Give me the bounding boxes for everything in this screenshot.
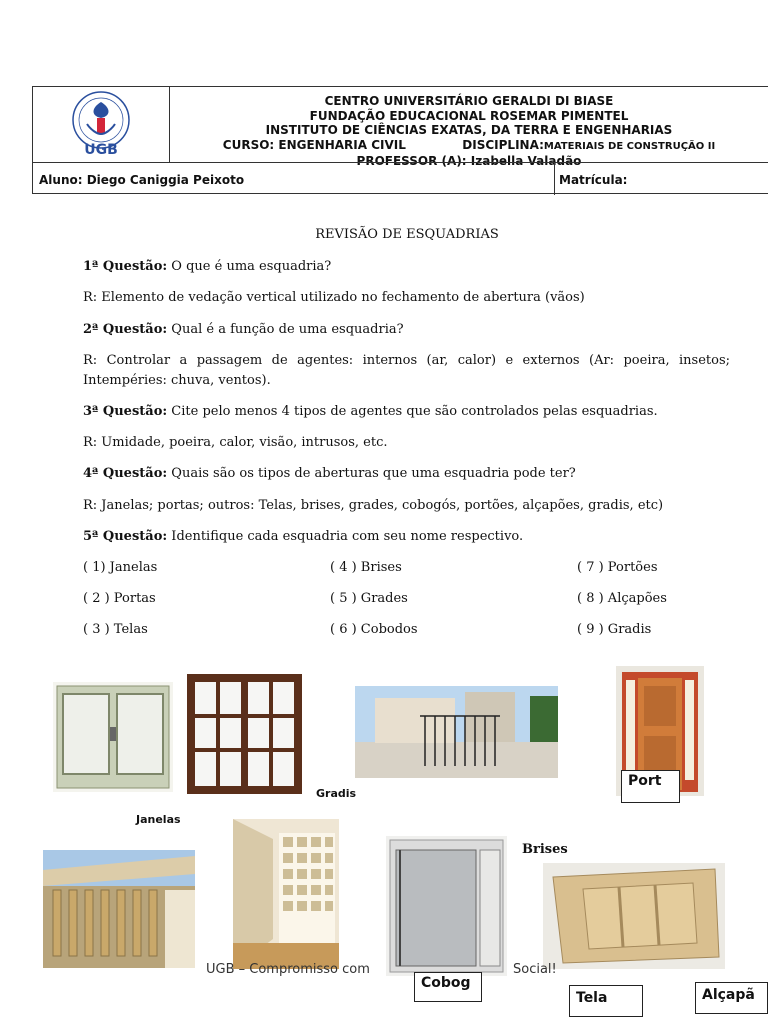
option-item: ( 5 ) Grades [330, 591, 408, 606]
brise-photo [43, 850, 195, 968]
footer-text: UGB – Compromisso com [206, 962, 370, 977]
discipline: MATERIAIS DE CONSTRUÇÃO II [543, 140, 716, 152]
logo-text: UGB [84, 142, 118, 158]
gradis-label: Gradis [316, 787, 357, 800]
institution-heading [170, 87, 768, 168]
question-4: 4ª Questão: Quais são os tipos de aberturas que uma esquadria pode ter? [83, 466, 576, 481]
registration-label: Matrícula: [559, 173, 628, 187]
header-table [32, 86, 768, 194]
tela-label: Tela [569, 985, 643, 1017]
answer-3: R: Umidade, poeira, calor, visão, intrusos, etc. [83, 435, 388, 450]
document-title: REVISÃO DE ESQUADRIAS [315, 227, 499, 242]
answer-2: R: Controlar a passagem de agentes: internos (ar, calor) e externos (Ar: poeira, insetos; Intempéries: chuva, ventos). [83, 353, 730, 388]
footer-text-end: Social! [513, 962, 557, 977]
question-5: 5ª Questão: Identifique cada esquadria com seu nome respectivo. [83, 529, 524, 544]
cobogo-photo [233, 819, 339, 969]
option-item: ( 8 ) Alçapões [577, 591, 667, 606]
question-1: 1ª Questão: O que é uma esquadria? [83, 259, 332, 274]
railing-photo [355, 686, 558, 778]
logo-cell [33, 87, 170, 162]
course: CURSO: ENGENHARIA CIVIL [222, 137, 406, 152]
discipline-label: DISCIPLINA: [462, 137, 544, 152]
brises-label: Brises [522, 842, 568, 857]
question-2: 2ª Questão: Qual é a função de uma esquadria? [83, 322, 404, 337]
window-photo [53, 682, 173, 792]
option-item: ( 7 ) Portões [577, 560, 658, 575]
portas-label: Port [621, 770, 680, 803]
institution-line: INSTITUTO DE CIÊNCIAS EXATAS, DA TERRA E ENGENHARIAS [265, 123, 673, 137]
option-item: ( 9 ) Gradis [577, 622, 652, 637]
professor-line: PROFESSOR (A): Izabella Valadão [356, 154, 582, 168]
institution-line: CENTRO UNIVERSITÁRIO GERALDI DI BIASE [324, 94, 614, 108]
option-item: ( 1) Janelas [83, 560, 158, 575]
trapdoor-photo [543, 863, 725, 969]
question-3: 3ª Questão: Cite pelo menos 4 tipos de agentes que são controlados pelas esquadrias. [83, 404, 658, 419]
window-photo [187, 674, 302, 794]
screen-photo [386, 836, 507, 976]
institution-line: FUNDAÇÃO EDUCACIONAL ROSEMAR PIMENTEL [309, 108, 629, 123]
student-name: Aluno: Diego Caniggia Peixoto [39, 173, 245, 187]
student-row [33, 162, 768, 195]
answer-4: R: Janelas; portas; outros: Telas, brises, grades, cobogós, portões, alçapões, gradis, etc) [83, 498, 664, 513]
course-line [170, 138, 768, 155]
cobogos-label: Cobog [414, 972, 482, 1002]
option-item: ( 6 ) Cobodos [330, 622, 418, 637]
option-item: ( 2 ) Portas [83, 591, 156, 606]
janelas-label: Janelas [136, 813, 181, 826]
option-item: ( 3 ) Telas [83, 622, 148, 637]
alcapao-label: Alçapã [695, 982, 768, 1014]
answer-1: R: Elemento de vedação vertical utilizado no fechamento de abertura (vãos) [83, 290, 585, 305]
ugb-logo [61, 90, 141, 158]
option-item: ( 4 ) Brises [330, 560, 402, 575]
